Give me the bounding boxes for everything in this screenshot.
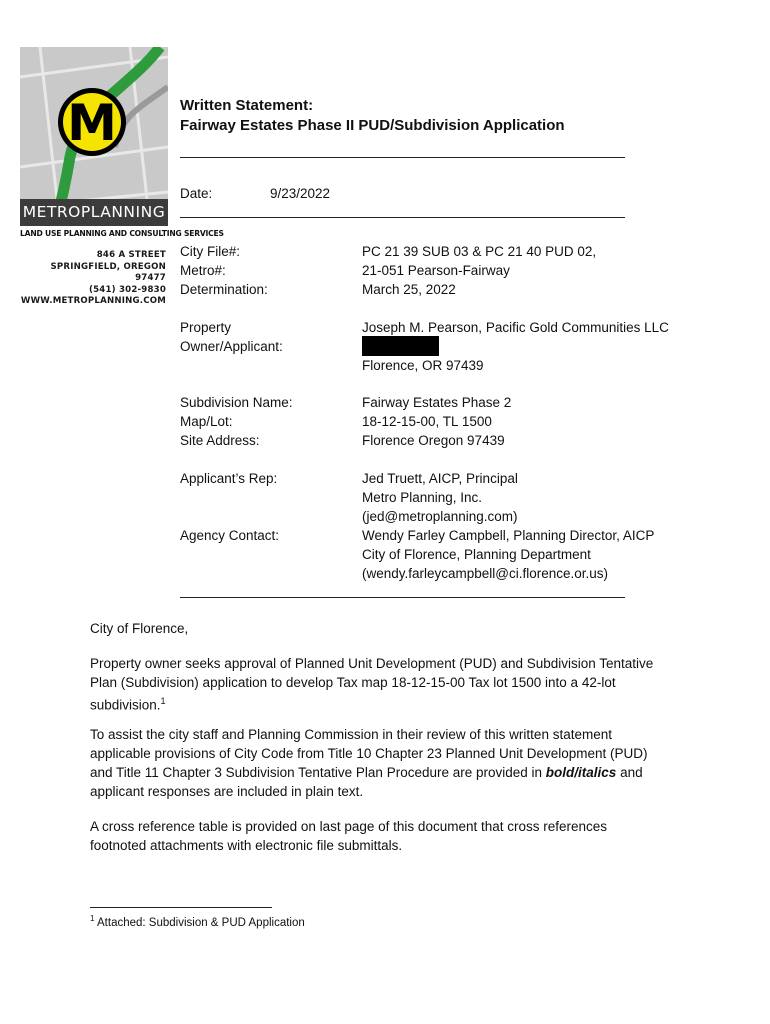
applicant-rep-company: Metro Planning, Inc. xyxy=(362,490,483,505)
redaction-box xyxy=(362,336,439,356)
determination-value: March 25, 2022 xyxy=(362,282,456,297)
p2-bold-italics: bold/italics xyxy=(545,765,617,780)
subdivision-value: Fairway Estates Phase 2 xyxy=(362,395,512,410)
footnote xyxy=(90,914,305,929)
owner-label-1: Property xyxy=(180,320,232,335)
footnote-ref[interactable]: 1 xyxy=(160,696,166,706)
p2-line-3-part-c: and xyxy=(616,765,643,780)
logo-wordmark-metro: METRO xyxy=(22,203,81,221)
p1-line-2: Plan (Subdivision) application to develop Tax map 18-12-15-00 Tax lot 1500 into a 42-lot xyxy=(90,675,616,690)
logo-wordmark-planning: PLANNING xyxy=(80,203,166,221)
site-address-value: Florence Oregon 97439 xyxy=(362,433,505,448)
p2-line-3-part-a: and Title 11 Chapter 3 Subdivision Tentative Plan Procedure are provided in xyxy=(90,765,546,780)
site-address-label: Site Address: xyxy=(180,433,260,448)
salutation: City of Florence, xyxy=(90,621,189,636)
applicant-rep-name: Jed Truett, AICP, Principal xyxy=(362,471,518,486)
maplot-value: 18-12-15-00, TL 1500 xyxy=(362,414,492,429)
logo-address xyxy=(20,250,166,308)
metro-value: 21-051 Pearson-Fairway xyxy=(362,263,510,278)
address-street: 846 A STREET xyxy=(96,250,166,260)
paragraph-3 xyxy=(90,817,690,855)
title-line-2: Fairway Estates Phase II PUD/Subdivision Application xyxy=(180,117,565,134)
address-phone: (541) 302-9830 xyxy=(88,284,166,295)
date-divider xyxy=(180,217,625,218)
applicant-rep-email[interactable]: (jed@metroplanning.com) xyxy=(362,509,518,524)
footnote-text: Attached: Subdivision & PUD Application xyxy=(94,916,305,929)
date-label: Date: xyxy=(180,186,213,201)
p1-line-1: Property owner seeks approval of Planned Unit Development (PUD) and Subdivision Tentative xyxy=(90,656,654,671)
address-city: SPRINGFIELD, OREGON 97477 xyxy=(50,261,166,283)
paragraph-2 xyxy=(90,725,690,801)
logo-wordmark xyxy=(20,199,168,226)
footnote-divider xyxy=(90,907,272,908)
p1-line-3-text: subdivision. xyxy=(90,697,161,713)
maplot-label: Map/Lot: xyxy=(180,414,233,429)
p2-line-3 xyxy=(90,763,690,782)
header-divider xyxy=(180,157,625,158)
metro-label: Metro#: xyxy=(180,263,226,278)
p3-line-1: A cross reference table is provided on last page of this document that cross references xyxy=(90,819,608,834)
paragraph-1 xyxy=(90,654,690,715)
logo-letter: M xyxy=(67,94,117,152)
subdivision-label: Subdivision Name: xyxy=(180,395,293,410)
document-title xyxy=(180,96,565,136)
p2-line-1: To assist the city staff and Planning Commission in their review of this written statement xyxy=(90,727,612,742)
footnote-mark: 1 xyxy=(90,914,95,923)
city-file-value: PC 21 39 SUB 03 & PC 21 40 PUD 02, xyxy=(362,244,597,259)
city-file-label: City File#: xyxy=(180,244,241,259)
owner-city: Florence, OR 97439 xyxy=(362,358,484,373)
logo-tagline: LAND USE PLANNING AND CONSULTING SERVICES xyxy=(20,229,224,238)
applicant-rep-label: Applicant’s Rep: xyxy=(180,471,278,486)
title-line-1: Written Statement: xyxy=(180,97,314,114)
fields-divider xyxy=(180,597,625,598)
agency-contact-email[interactable]: (wendy.farleycampbell@ci.florence.or.us) xyxy=(362,566,609,581)
agency-contact-dept: City of Florence, Planning Department xyxy=(362,547,591,562)
agency-contact-name: Wendy Farley Campbell, Planning Director, AICP xyxy=(362,528,655,543)
determination-label: Determination: xyxy=(180,282,268,297)
p3-line-2: footnoted attachments with electronic file submittals. xyxy=(90,838,403,853)
p1-line-3 xyxy=(90,692,690,715)
owner-value: Joseph M. Pearson, Pacific Gold Communities LLC xyxy=(362,320,669,335)
p2-line-4: applicant responses are included in plain text. xyxy=(90,784,364,799)
address-website[interactable]: WWW.METROPLANNING.COM xyxy=(20,296,166,306)
date-value: 9/23/2022 xyxy=(270,186,331,201)
p2-line-2: applicable provisions of City Code from Title 10 Chapter 23 Planned Unit Development (PUD) xyxy=(90,746,648,761)
owner-label-2: Owner/Applicant: xyxy=(180,339,283,354)
agency-contact-label: Agency Contact: xyxy=(180,528,280,543)
